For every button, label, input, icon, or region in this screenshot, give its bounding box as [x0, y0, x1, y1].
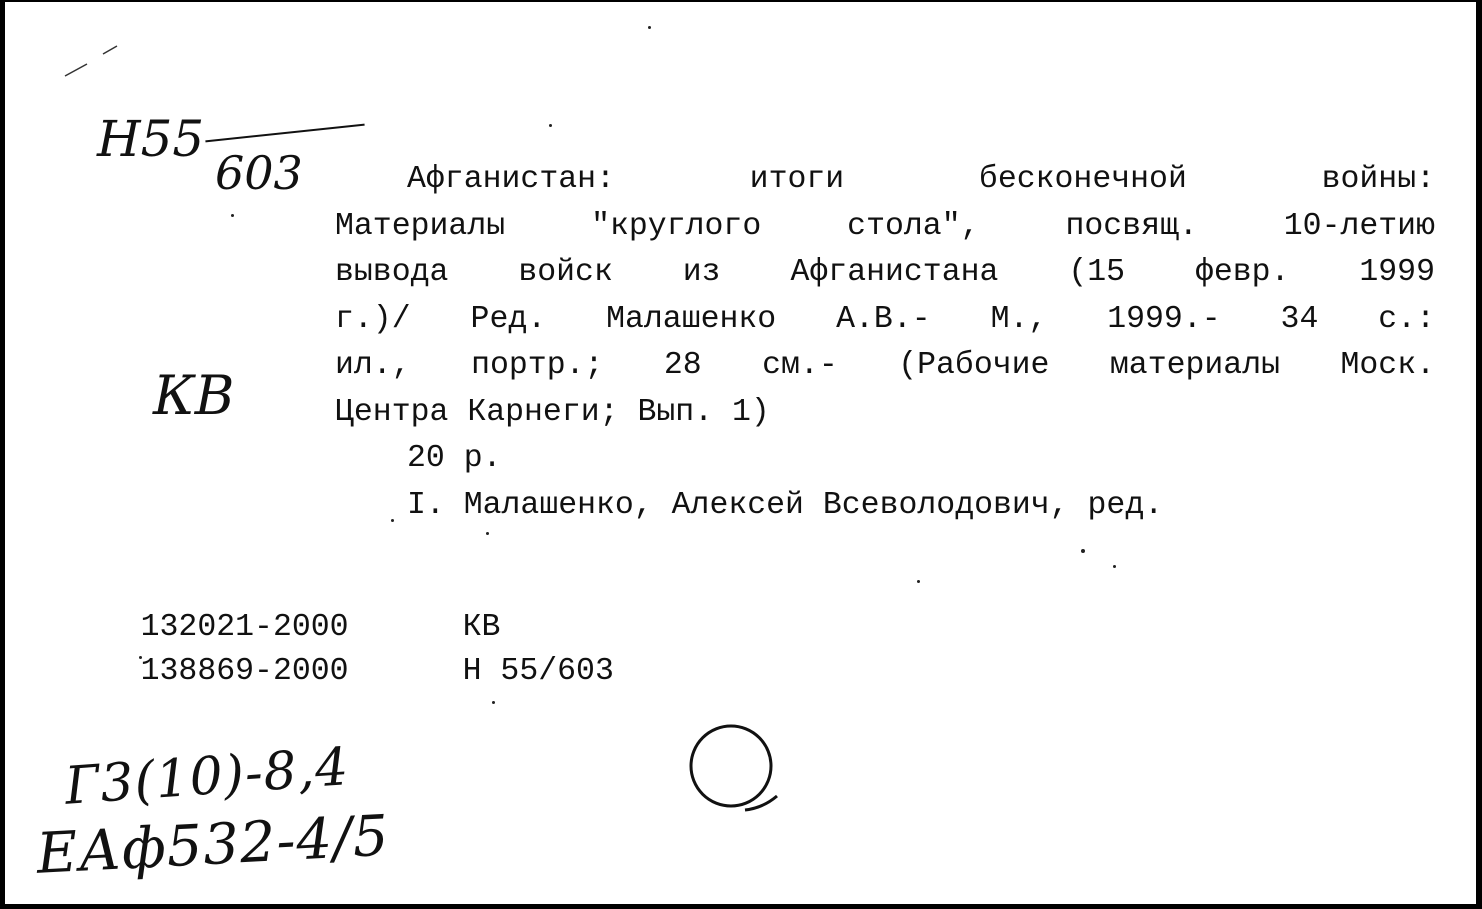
description-line: ил., портр.; 28 см.- (Рабочие материалы Моск.	[335, 348, 1435, 383]
classification-code: Г3(10)-8,4	[63, 737, 352, 817]
scan-speck	[486, 532, 489, 535]
scan-speck	[549, 124, 552, 127]
shelf-mark-main: Н55	[97, 110, 205, 168]
scan-speck	[231, 214, 234, 217]
price: 20 р.	[407, 441, 502, 476]
description-line: вывода войск из Афганистана (15 февр. 1999	[335, 255, 1435, 290]
scan-speck	[648, 26, 651, 29]
scan-speck	[1081, 549, 1085, 553]
author-code: ЕАф532-4/5	[35, 803, 391, 887]
circle-stamp	[685, 722, 785, 818]
bibliographic-description	[335, 157, 1435, 529]
collection-mark: КВ	[153, 364, 235, 427]
inventory-row	[65, 606, 614, 738]
shelf-mark-fraction-bar	[205, 124, 364, 143]
inventory-location: Н 55/603	[462, 654, 614, 689]
description-line: Афганистан: итоги бесконечной войны:	[407, 162, 1435, 197]
scan-speck	[1113, 565, 1116, 568]
shelf-mark	[97, 110, 303, 200]
description-line: Материалы "круглого столa", посвящ. 10-летию	[335, 208, 1435, 244]
added-entry: I. Малашенко, Алексей Всеволодович, ред.	[407, 487, 1164, 523]
pen-stroke	[63, 42, 123, 82]
inventory-number: 132021-2000	[140, 610, 349, 645]
shelf-mark-sub: 603	[215, 146, 303, 200]
scan-speck	[917, 580, 920, 583]
description-line: Центра Карнеги; Вып. 1)	[335, 394, 770, 430]
inventory-location: КВ	[462, 610, 501, 645]
description-line: г.)/ Ред. Малашенко А.В.- М., 1999.- 34 с.:	[335, 301, 1435, 337]
inventory-number: 138869-2000	[140, 654, 349, 689]
